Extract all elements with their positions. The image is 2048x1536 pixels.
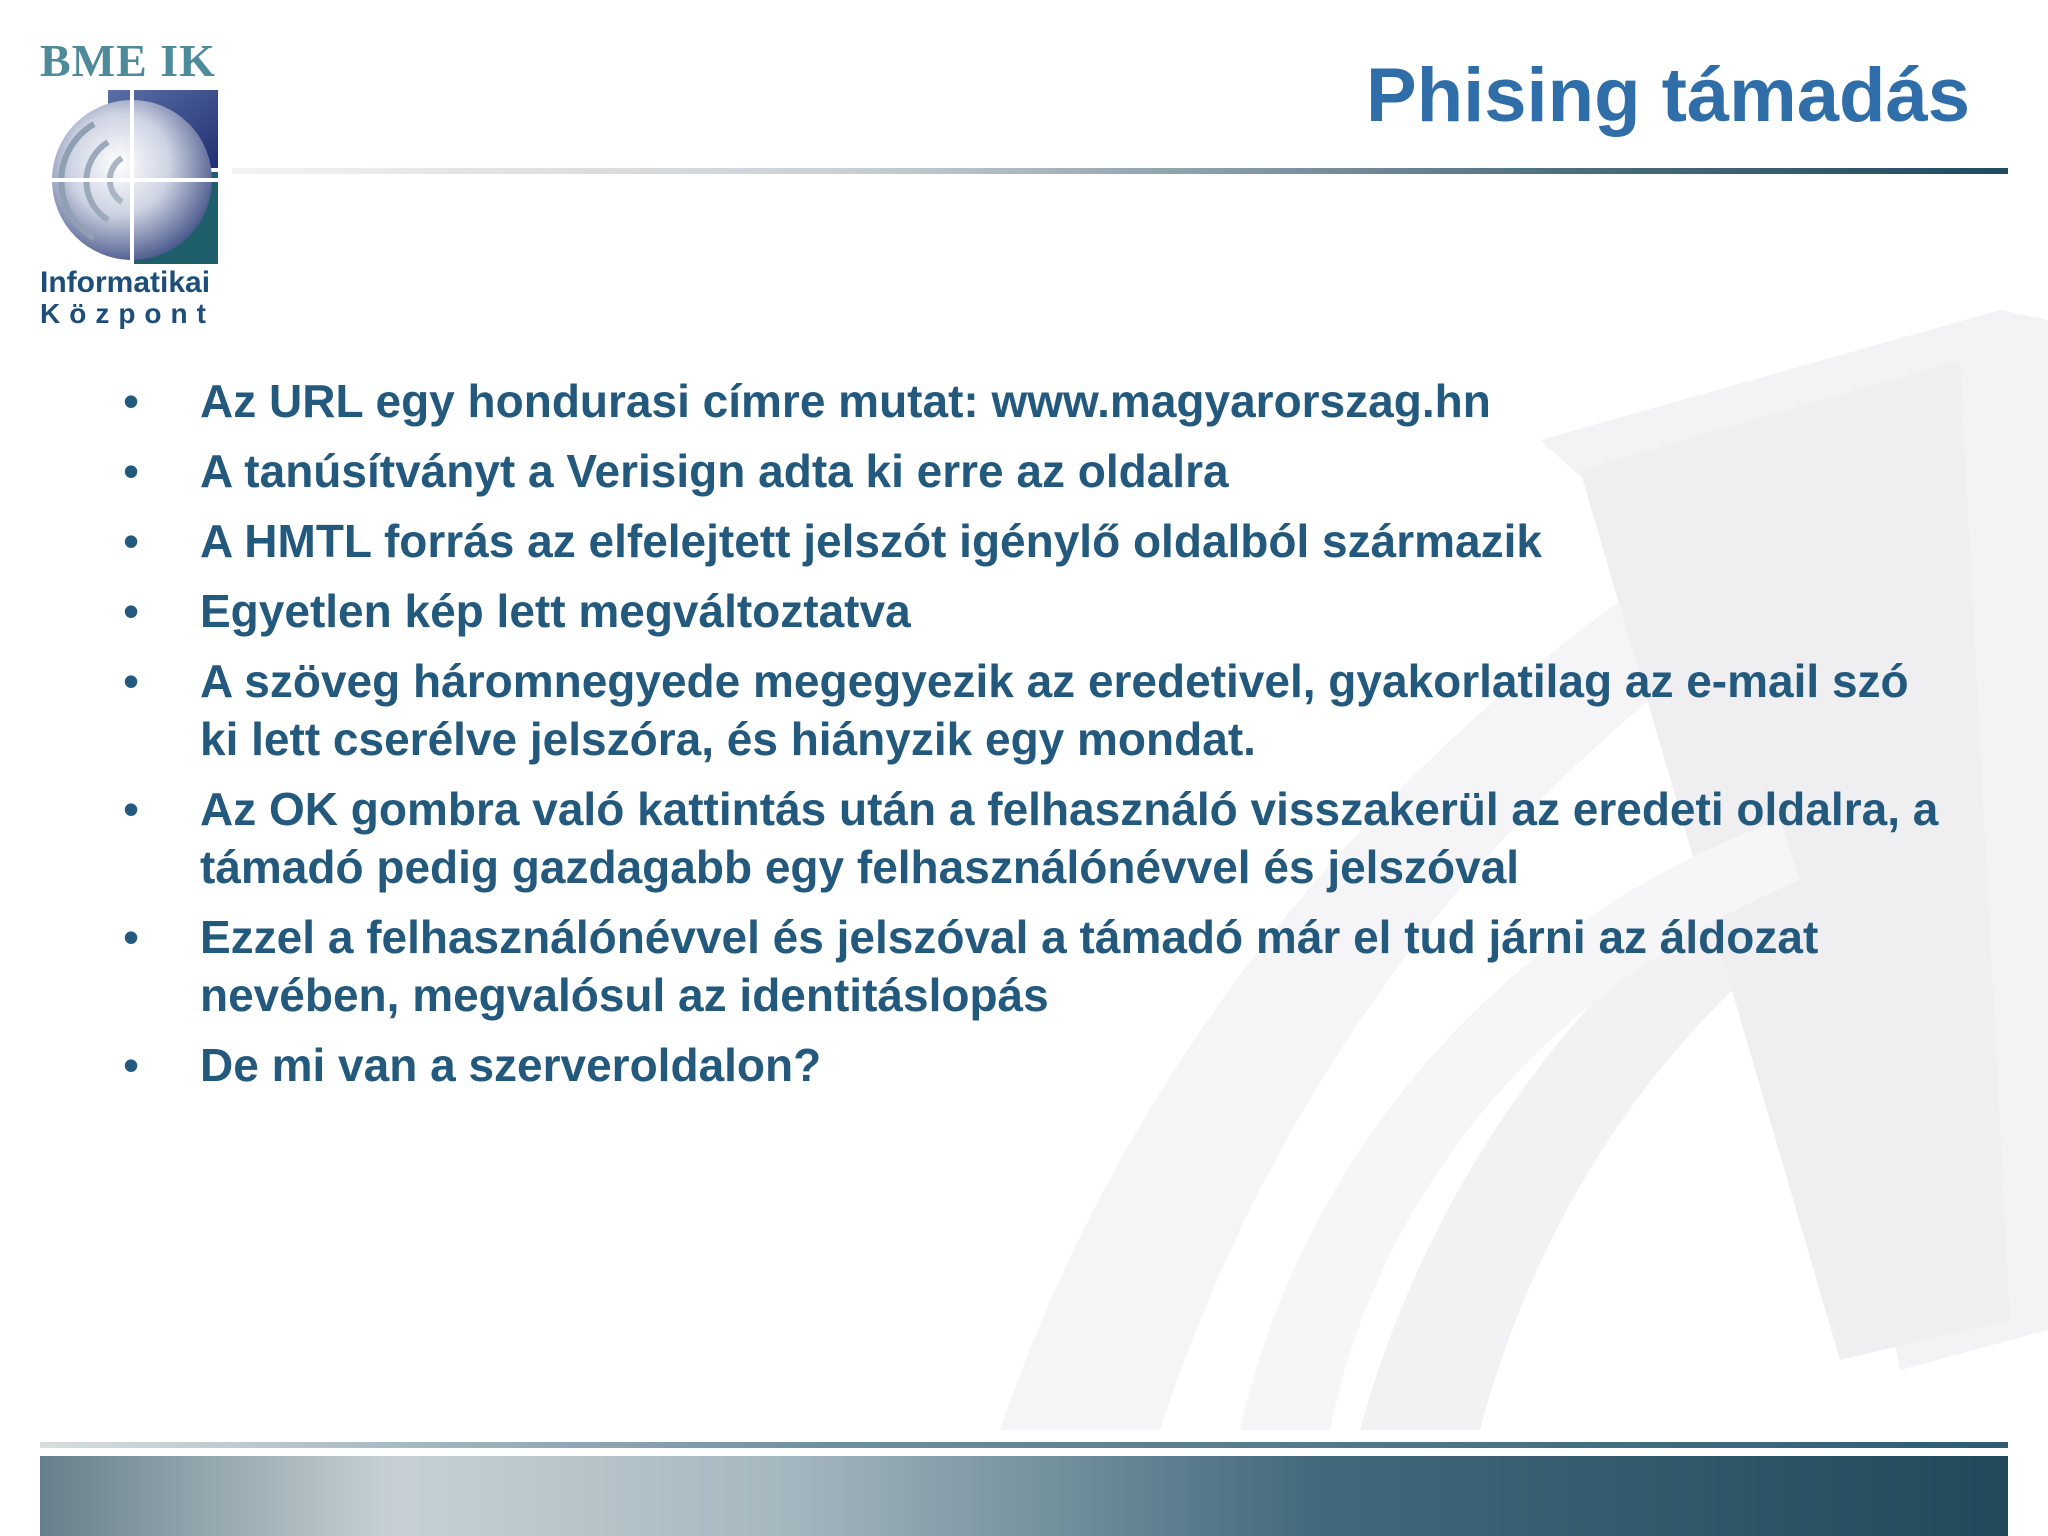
bullet-list <box>120 372 1940 1106</box>
bullet-marker: • <box>123 585 140 637</box>
bullet-marker: • <box>123 515 140 567</box>
footer-band <box>40 1456 2008 1536</box>
bullet-marker: • <box>123 655 140 707</box>
bullet-item <box>120 442 1940 500</box>
bullet-item <box>120 1036 1940 1094</box>
bullet-marker: • <box>123 783 140 835</box>
bullet-text: Az URL egy hondurasi címre mutat: www.magyarorszag.hn <box>200 375 1491 427</box>
bullet-text: Az OK gombra való kattintás után a felhasználó visszakerül az eredeti oldalra, a támadó pedig gazdagabb egy felhasználónévvel és jelszóval <box>200 783 1939 893</box>
bullet-item <box>120 652 1940 768</box>
bullet-item <box>120 372 1940 430</box>
bullet-item <box>120 780 1940 896</box>
bullet-marker: • <box>123 911 140 963</box>
logo <box>34 30 224 330</box>
logo-emblem-icon <box>34 88 224 288</box>
bullet-item <box>120 512 1940 570</box>
bullet-marker: • <box>123 375 140 427</box>
logo-name-line2: Központ <box>40 298 215 329</box>
bullet-marker: • <box>123 1039 140 1091</box>
bullet-item <box>120 582 1940 640</box>
logo-name-line1: Informatikai <box>40 266 211 299</box>
bullet-text: A szöveg háromnegyede megegyezik az eredetivel, gyakorlatilag az e-mail szó ki lett cserélve jelszóra, és hiányzik egy mondat. <box>200 655 1909 765</box>
bullet-text: A HMTL forrás az elfelejtett jelszót igénylő oldalból származik <box>200 515 1542 567</box>
bullet-item <box>120 908 1940 1024</box>
footer-divider <box>40 1442 2008 1448</box>
slide-title: Phising támadás <box>1366 53 1970 138</box>
logo-top-text: BME IK <box>40 35 216 86</box>
bullet-marker: • <box>123 445 140 497</box>
bullet-text: Egyetlen kép lett megváltoztatva <box>200 585 911 637</box>
bullet-text: De mi van a szerveroldalon? <box>200 1039 822 1091</box>
title-divider <box>232 168 2008 174</box>
bullet-text: Ezzel a felhasználónévvel és jelszóval a támadó már el tud járni az áldozat nevében, megvalósul az identitáslopás <box>200 911 1819 1021</box>
bullet-text: A tanúsítványt a Verisign adta ki erre az oldalra <box>200 445 1229 497</box>
